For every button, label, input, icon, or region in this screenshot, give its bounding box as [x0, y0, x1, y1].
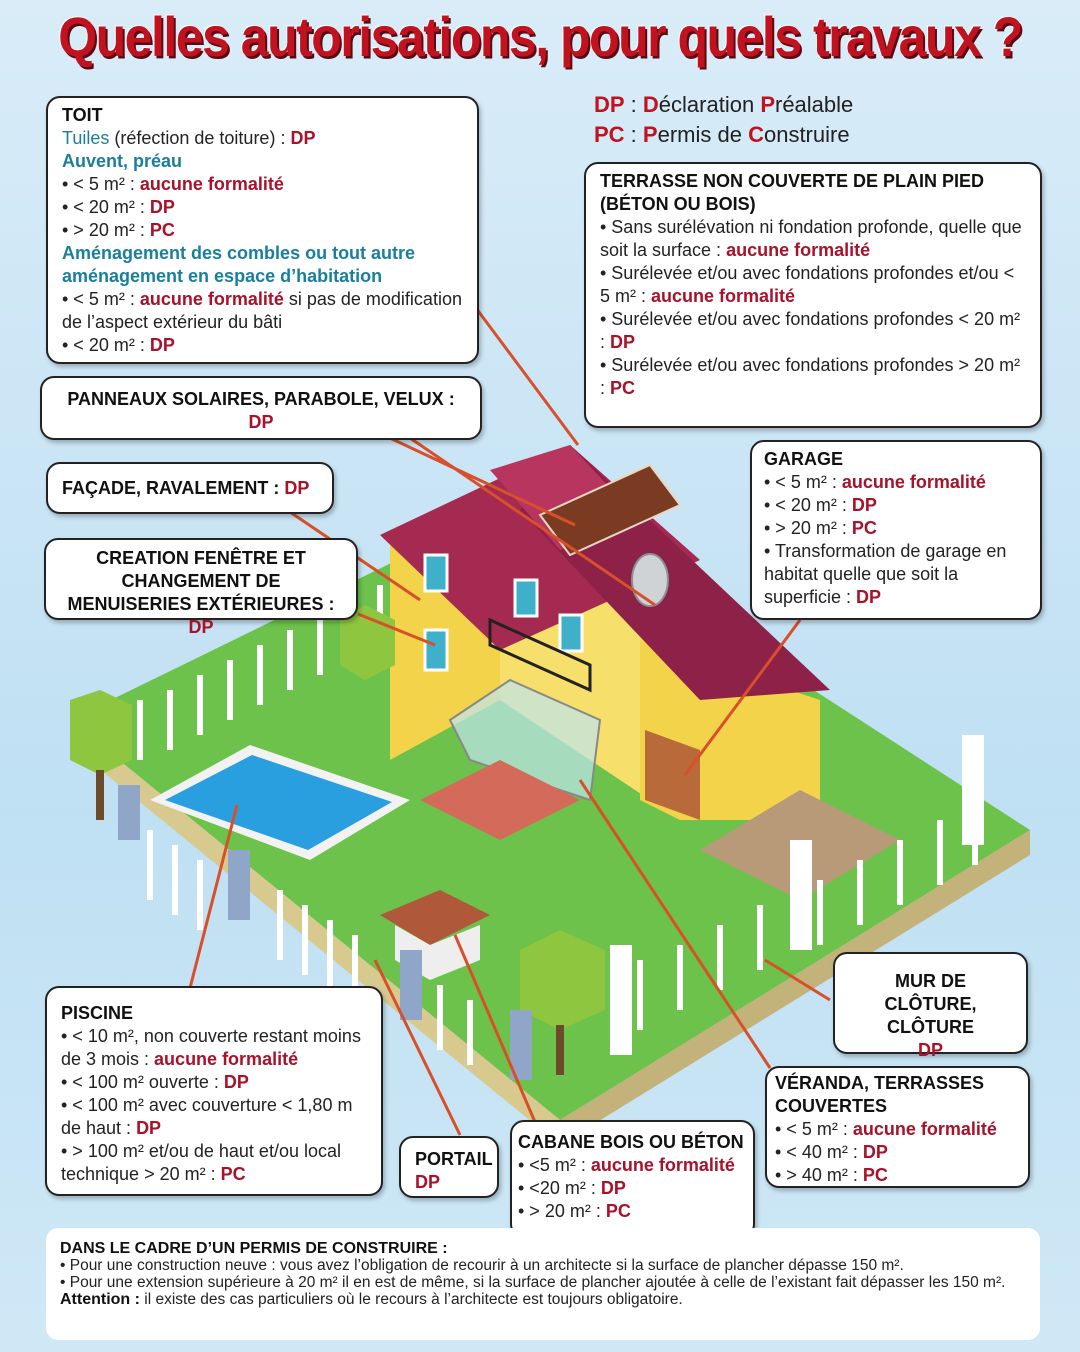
fenetre-box: CREATION FENÊTRE ET CHANGEMENT DE MENUISERIES EXTÉRIEURES : DP: [44, 538, 358, 620]
tree-front: [520, 930, 605, 1030]
legend-pc: PC : Permis de Construire: [594, 122, 850, 147]
tree-front-trunk: [556, 1025, 564, 1075]
satellite-dish: [632, 554, 668, 606]
pillar-5: [610, 945, 632, 1055]
cloture-box: MUR DE CLÔTURE, CLÔTURE DP: [833, 952, 1028, 1054]
tree-left: [70, 690, 132, 775]
toit-auvent-2: • < 20 m² : DP: [62, 197, 175, 217]
footer-note: DANS LE CADRE D’UN PERMIS DE CONSTRUIRE : • Pour une construction neuve : vous avez l’obligation de recourir à un architecte si la surface de plancher dépasse 150 m². • Pour une extension supérieure à 20 m² il en est de même, si la surface de plancher ajoutée à celle de l’existant fait dépasser les 150 m². Attention : il existe des cas particuliers où le recours à l’architecte est toujours obligatoire.: [46, 1228, 1040, 1340]
toit-tuiles: Tuiles (réfection de toiture) : DP: [62, 128, 316, 148]
legend-dp: DP : Déclaration Préalable: [594, 92, 854, 117]
terrasse-2: • Surélevée et/ou avec fondations profondes et/ou < 5 m² : aucune formalité: [600, 263, 1015, 306]
pillar-2: [228, 850, 250, 920]
cabane-box: CABANE BOIS OU BÉTON • <5 m² : aucune formalité • <20 m² : DP • > 20 m² : PC: [510, 1120, 755, 1238]
toit-combles-1: • < 5 m² : aucune formalité si pas de modification de l’aspect extérieur du bâti: [62, 289, 462, 332]
window-3: [515, 580, 537, 616]
toit-auvent-1: • < 5 m² : aucune formalité: [62, 174, 284, 194]
terrasse-box: TERRASSE NON COUVERTE DE PLAIN PIED (BÉTON OU BOIS) • Sans surélévation ni fondation profonde, quelle que soit la surface : aucune formalité • Surélevée et/ou avec fondations profondes et/ou < 5 m² : aucune formalité • Surélevée et/ou avec fondations profondes < 20 m² : DP • Surélevée et/ou avec fondations profondes > 20 m² : PC: [584, 162, 1042, 428]
toit-auvent-3: • > 20 m² : PC: [62, 220, 175, 240]
facade-box: FAÇADE, RAVALEMENT : DP: [46, 462, 334, 514]
pillar-7: [962, 735, 984, 845]
pillar-1: [118, 785, 140, 840]
toit-combles: Aménagement des combles ou tout autre aménagement en espace d’habitation: [62, 243, 416, 286]
toit-auvent: Auvent, préau: [62, 151, 183, 171]
terrasse-4: • Surélevée et/ou avec fondations profondes > 20 m² : PC: [600, 355, 1021, 398]
tree-left-trunk: [96, 770, 104, 820]
piscine-box: PISCINE • < 10 m², non couverte restant moins de 3 mois : aucune formalité • < 100 m² ouverte : DP • < 100 m² avec couverture < 1,80 m de haut : DP • > 100 m² et/ou de haut et/ou local technique > 20 m² : PC: [45, 986, 383, 1196]
terrasse-1: • Sans surélévation ni fondation profonde, quelle que soit la surface : aucune formalité: [600, 217, 1022, 260]
pillar-6: [790, 840, 812, 950]
window-2: [425, 630, 447, 670]
garage-box: GARAGE • < 5 m² : aucune formalité • < 20 m² : DP • > 20 m² : PC • Transformation de garage en habitat quelle que soit la superficie : DP: [750, 440, 1042, 620]
pillar-3: [400, 950, 422, 1020]
toit-box: [46, 96, 479, 364]
panneaux-box: PANNEAUX SOLAIRES, PARABOLE, VELUX : DP: [40, 376, 482, 440]
toit-combles-2: • < 20 m² : DP: [62, 335, 175, 355]
window-4: [560, 615, 582, 651]
toit-heading: TOIT: [62, 105, 103, 125]
window-1: [425, 555, 447, 591]
portail-box: PORTAIL DP: [399, 1136, 499, 1198]
veranda-box: VÉRANDA, TERRASSES COUVERTES • < 5 m² : aucune formalité • < 40 m² : DP • > 40 m² : PC: [765, 1066, 1030, 1188]
legend: [594, 90, 853, 150]
terrasse-3: • Surélevée et/ou avec fondations profondes < 20 m² : DP: [600, 309, 1021, 352]
page-title: Quelles autorisations, pour quels travaux ?: [58, 5, 1022, 69]
